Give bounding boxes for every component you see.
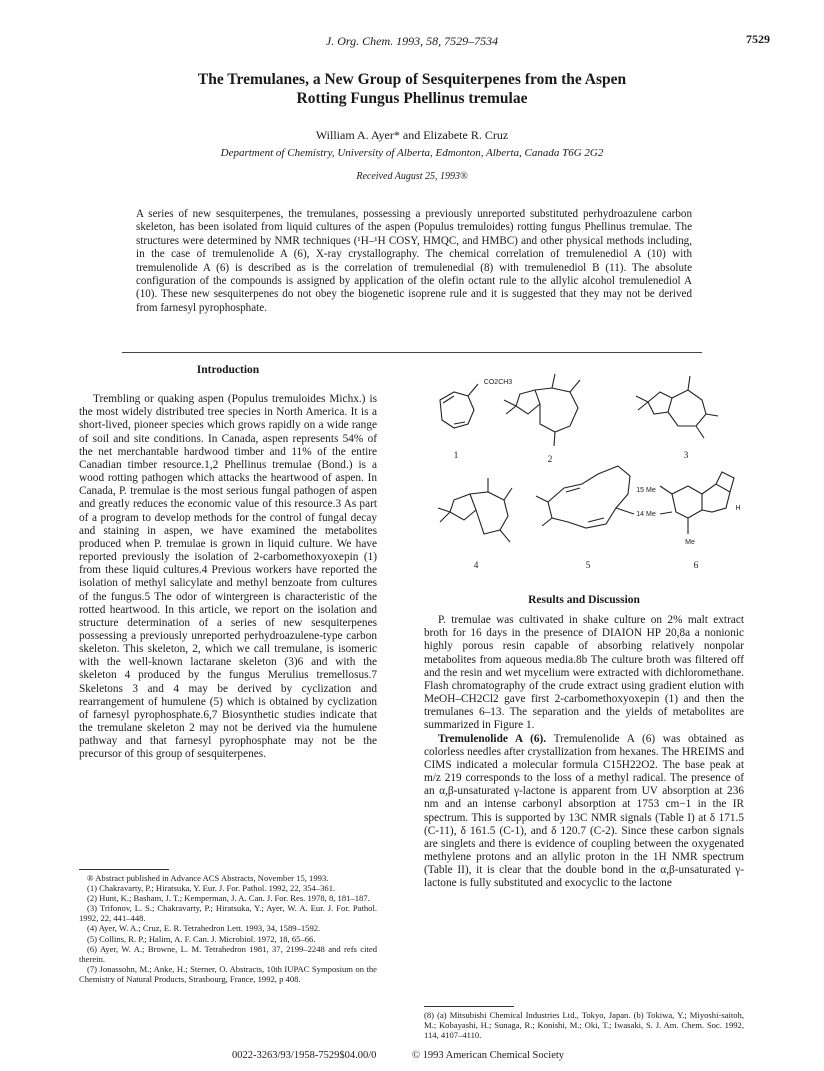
methyl-label: 14 Me: [636, 511, 656, 518]
structure-number: 4: [473, 561, 479, 571]
article-title: [100, 70, 724, 108]
footnotes-left: [79, 873, 377, 984]
affiliation: Department of Chemistry, University of Alberta, Edmonton, Alberta, Canada T6G 2G2: [220, 147, 604, 159]
title-line-2: Rotting Fungus Phellinus tremulae: [296, 90, 528, 107]
authors: William A. Ayer* and Elizabete R. Cruz: [315, 128, 509, 142]
structure-number: 2: [547, 455, 553, 465]
journal-header: J. Org. Chem. 1993, 58, 7529–7534: [325, 34, 499, 48]
results-paragraph-text: Tremulenolide A (6) was obtained as colorless needles after crystallization from hexanes. The HREIMS and CIMS indicated a molecular formula C15H22O2. The base peak at m/z 219 corresponds to the loss of a methyl radical. The presence of an α,β-unsaturated γ-lactone is apparent from UV absorption at 236 nm and an intense carbonyl absorption at 1753 cm−1 in the IR spectrum. This is supported by 13C NMR signals (Table I) at δ 171.5 (C-11), δ 161.5 (C-1), and δ 120.7 (C-2). Since these carbon signals are singlets and there is evidence of coupling between the oxygenated methylene protons and an allylic proton in the 1H NMR spectrum (Table II), it is clear that the double bond in the α,β-unsaturated γ-lactone is fully substituted and exocyclic to the lactone: [424, 732, 744, 890]
introduction-heading: Introduction: [196, 364, 260, 376]
methyl-label: 15 Me: [636, 487, 656, 494]
hydrogen-label: H: [735, 505, 741, 512]
page-number: 7529: [746, 32, 770, 46]
footnote: (4) Ayer, W. A.; Cruz, E. R. Tetrahedron Lett. 1993, 34, 1589–1592.: [87, 923, 321, 934]
structure-number: 1: [453, 451, 459, 461]
footnote-divider: [79, 869, 169, 870]
results-section: [424, 594, 744, 890]
methyl-label: Me: [685, 539, 695, 546]
footnote: (2) Hunt, K.; Basham, J. T.; Kemperman, J. A. Can. J. For. Res. 1978, 8, 181–187.: [87, 893, 370, 904]
footnote: (6) Ayer, W. A.; Browne, L. M. Tetrahedron 1981, 37, 2199–2248 and refs cited therein.: [79, 943, 377, 964]
abstract: A series of new sesquiterpenes, the tremulanes, possessing a previously unreported substituted perhydroazulene carbon skeleton, has been isolated from liquid cultures of the aspen (Populus tremuloides) rotting fungus Phellinus tremulae. The structures were determined by NMR techniques (¹H–¹H COSY, HMQC, and HMBC) and other physical methods including, in the case of tremulenolide A (6), X-ray crystallography. The chemical correlation of tremulenediol A (10) with tremulenolide A (6) is described as is the correlation of tremulenedial (8) with tremulenediol B (11). The absolute configuration of the compounds is assigned by application of the olefin octant rule to the allylic alcohol tremulenediol A (10). These new sesquiterpenes do not obey the biogenetic isoprene rule and it is suggested that they may not be derived from farnesyl pyrophosphate.: [136, 208, 692, 314]
footnote: (8) (a) Mitsubishi Chemical Industries Ltd., Tokyo, Japan. (b) Tokiwa, Y.; Miyoshi-saitoh, M.; Kobayashi, H.; Sunaga, R.; Konishi, M.; Oki, T.; Iwasaki, S. J. Am. Chem. Soc. 1992, 114, 4107–4110.: [424, 1010, 744, 1041]
compound-heading: Tremulenolide A (6).: [438, 732, 547, 745]
structures-figure: [420, 362, 750, 592]
title-line-1: The Tremulanes, a New Group of Sesquiterpenes from the Aspen: [197, 71, 627, 88]
footnote: ® Abstract published in Advance ACS Abstracts, November 15, 1993.: [87, 873, 329, 883]
structure-number: 6: [693, 561, 699, 571]
received-date: Received August 25, 1993®: [356, 171, 468, 182]
copyright: © 1993 American Chemical Society: [412, 1050, 565, 1061]
structure-number: 5: [585, 561, 591, 571]
introduction-paragraph: Trembling or quaking aspen (Populus tremuloides Michx.) is the most widely distributed tree species in North America. It is a short-lived, pioneer species which grows rapidly on a wide range of soil and site conditions. In Canada, aspen represents 54% of the net merchantable hardwood timber and 11% of the entire Canadian timber resource.1,2 Phellinus tremulae (Bond.) is a wood rotting pathogen which attacks the heartwood of aspen. In Canada, P. tremulae is the most serious fungal pathogen of aspen and greatly reduces the economic value of this resource.3 As part of a program to develop methods for the control of fungal decay and staining in aspen, we have examined the metabolites produced when P. tremulae is grown in liquid culture. We have reported previously the isolation of 2-carbomethoxyoxepin (1) from these liquid cultures.4 Previous workers have reported the isolation of methyl salicylate and methyl benzoate from cultures of the fungus.5 The odor of wintergreen is characteristic of the rotted heartwood. In this article, we report on the isolation and structure determination of a series of new sesquiterpenes possessing a previously unreported perhydroazulene-type carbon skeleton. This skeleton, 2, which we call tremulane, is isomeric with the well-known lactarane skeleton (3)6 and with the skeleton 4 produced by the fungus Merulius tremellosus.7 Skeletons 3 and 4 may be derived by cyclization and rearrangement of humulene (5) which is obtained by cyclization of farnesyl pyrophosphate.6,7 Biosynthetic studies indicate that the tremulane skeleton 2 may not be derived via the humulene pathway and that farnesyl pyrophosphate may not be the precursor of this group of sesquiterpenes.: [79, 393, 377, 761]
footnotes-right: [424, 1010, 744, 1040]
abstract-divider: [122, 352, 702, 353]
introduction-section: [79, 364, 377, 762]
article-code: 0022-3263/93/1958-7529$04.00/0: [232, 1050, 377, 1061]
results-heading: Results and Discussion: [528, 594, 640, 606]
results-paragraph: P. tremulae was cultivated in shake culture on 2% malt extract broth for 16 days in the presence of DIAION HP 20,8a a nonionic highly porous resin capable of absorbing relatively nonpolar metabolites from aqueous media.8b The culture broth was filtered off and the resin and wet mycelium were extracted with dichloromethane. Flash chromatography of the crude extract using gradient elution with MeOH–CH2Cl2 gave first 2-carbomethoxyoxepin (1) and then the tremulanes 6–13. The separation and the yields of metabolites are summarized in Figure 1.: [424, 614, 744, 732]
footnote: (7) Jonassohn, M.; Anke, H.; Sterner, O. Abstracts, 10th IUPAC Symposium on the Chemistry of Natural Products, Strasbourg, France, 1992, p 408.: [79, 963, 377, 984]
footnote: (1) Chakravarty, P.; Hiratsuka, Y. Eur. J. For. Pathol. 1992, 22, 354–361.: [87, 883, 336, 894]
footnote-divider: [424, 1006, 514, 1007]
ester-label: CO2CH3: [483, 379, 513, 386]
footnote: (3) Trifonov, L. S.; Chakravarty, P.; Hiratsuka, Y.; Ayer, W. A. Eur. J. For. Pathol. 1992, 22, 441–448.: [79, 903, 377, 924]
structure-number: 3: [683, 451, 689, 461]
results-paragraph-2: [424, 733, 744, 891]
footnote: (5) Collins, R. P.; Halim, A. F. Can. J. Microbiol. 1972, 18, 65–66.: [87, 933, 316, 944]
